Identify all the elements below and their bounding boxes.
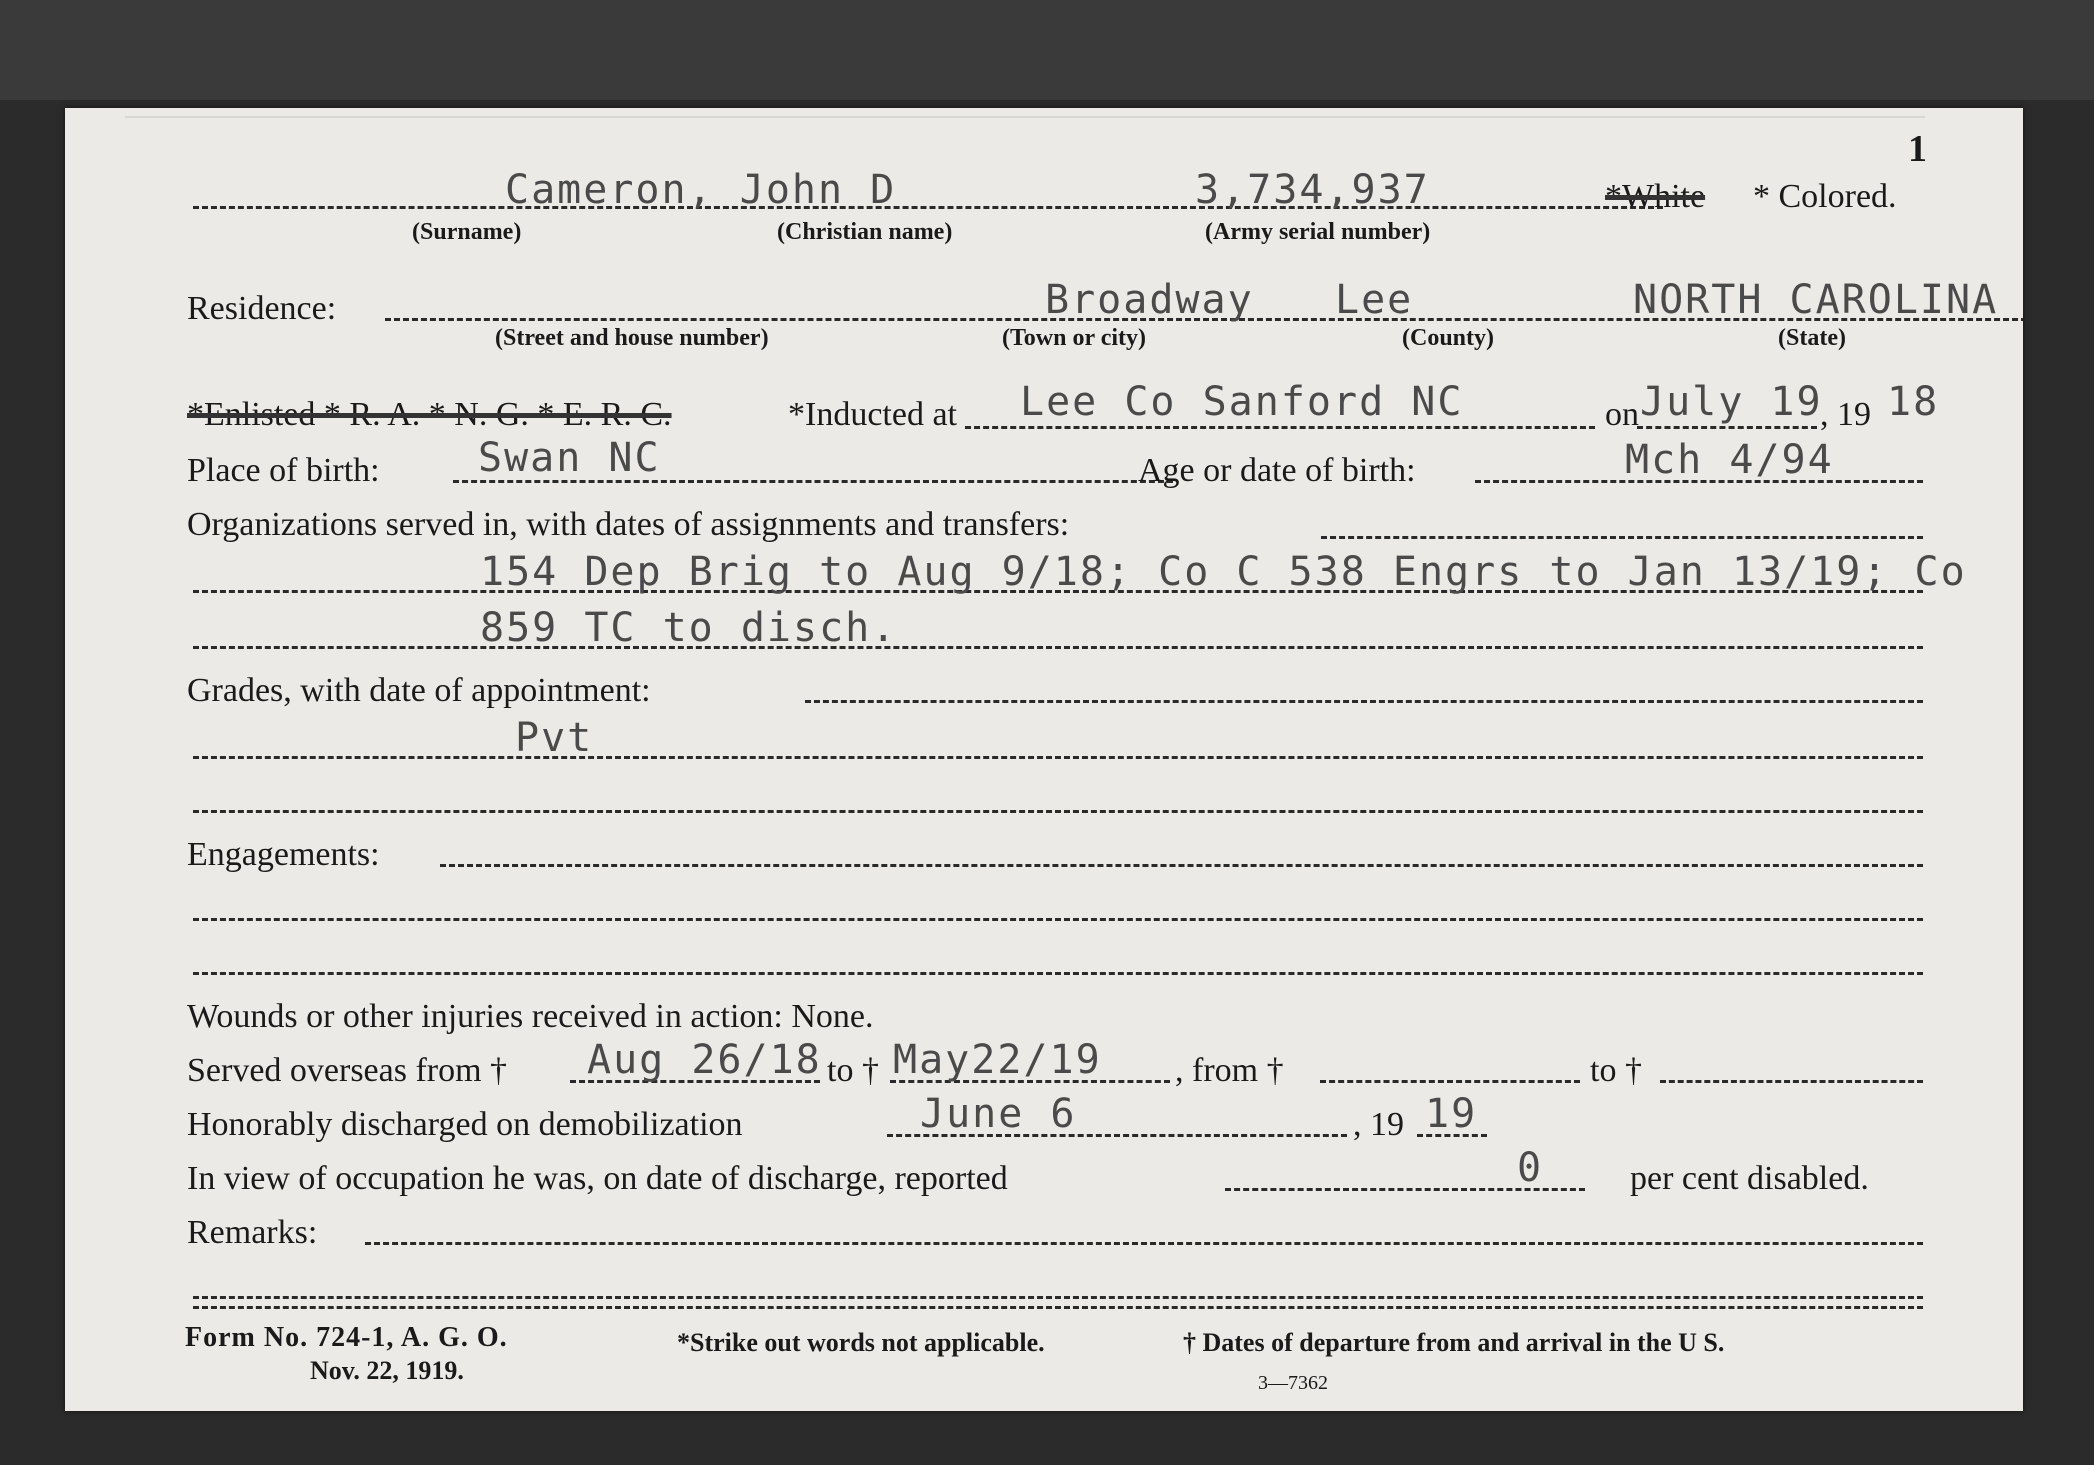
engagements-line-0 [440, 864, 1923, 867]
induction-year: 18 [1887, 379, 1940, 425]
inducted-label: *Inducted at [788, 396, 957, 433]
caption-state: (State) [1778, 325, 1846, 351]
organizations-line-0 [1321, 536, 1923, 539]
caption-street: (Street and house number) [495, 325, 769, 351]
organizations-label: Organizations served in, with dates of assignments and transfers: [187, 506, 1070, 543]
disability-suffix: per cent disabled. [1630, 1160, 1869, 1197]
organizations-entry-1: 154 Dep Brig to Aug 9/18; Co C 538 Engrs to Jan 13/19; Co [480, 549, 1967, 595]
soldier-name: Cameron, John D [505, 167, 897, 213]
second-to-line [1660, 1080, 1923, 1083]
residence-town: Broadway [1045, 277, 1254, 323]
grades-line-0 [805, 700, 1923, 703]
engagements-line-1 [193, 918, 1923, 921]
army-serial-number: 3,734,937 [1195, 167, 1430, 213]
form-date: Nov. 22, 1919. [310, 1356, 464, 1385]
grade: Pvt [515, 715, 594, 761]
second-from-label: , from † [1175, 1052, 1284, 1089]
organizations-line-2 [193, 646, 1923, 649]
organizations-entry-2: 859 TC to disch. [480, 605, 898, 651]
name-line [193, 206, 1663, 209]
induction-year-prefix: , 19 [1820, 396, 1871, 433]
birthplace-label: Place of birth: [187, 452, 380, 489]
grades-label: Grades, with date of appointment: [187, 672, 651, 709]
overseas-from-date: Aug 26/18 [587, 1037, 822, 1083]
disability-label: In view of occupation he was, on date of discharge, reported [187, 1160, 1008, 1197]
caption-christian-name: (Christian name) [777, 219, 953, 245]
form-number: Form No. 724-1, A. G. O. [185, 1322, 508, 1353]
footnote-dates: † Dates of departure from and arrival in the U S. [1183, 1328, 1725, 1357]
bleed-through [125, 116, 1925, 158]
caption-surname: (Surname) [412, 219, 522, 245]
remarks-line-1 [193, 1296, 1923, 1299]
residence-label: Residence: [187, 290, 337, 327]
race-white-struck: *White [1605, 178, 1706, 215]
discharge-date: June 6 [920, 1091, 1077, 1137]
second-to-label: to † [1590, 1052, 1642, 1089]
remarks-line-2 [193, 1306, 1923, 1309]
service-record-card [65, 108, 2023, 1411]
disability-percent: 0 [1517, 1145, 1544, 1191]
caption-county: (County) [1402, 325, 1495, 351]
caption-serial: (Army serial number) [1205, 219, 1431, 245]
engagements-line-2 [193, 972, 1923, 975]
birthplace: Swan NC [478, 435, 661, 481]
overseas-to-date: May22/19 [893, 1037, 1102, 1083]
overseas-to-label: to † [827, 1052, 879, 1089]
footnote-strike-out: *Strike out words not applicable. [677, 1328, 1045, 1357]
wounds-text: Wounds or other injuries received in action: None. [187, 998, 874, 1035]
engagements-label: Engagements: [187, 836, 380, 873]
second-from-line [1320, 1080, 1580, 1083]
discharge-year: 19 [1425, 1091, 1478, 1137]
induction-date: July 19 [1640, 379, 1823, 425]
grades-line-2 [193, 810, 1923, 813]
age-label: Age or date of birth: [1138, 452, 1416, 489]
race-colored: * Colored. [1753, 178, 1897, 215]
print-code: 3—7362 [1258, 1372, 1328, 1394]
birth-date: Mch 4/94 [1625, 437, 1834, 483]
inducted-line [965, 426, 1595, 429]
residence-state: NORTH CAROLINA [1633, 277, 1999, 323]
on-label: on [1605, 396, 1639, 433]
residence-county: Lee [1335, 277, 1414, 323]
discharge-year-prefix: , 19 [1353, 1106, 1404, 1143]
page-number: 1 [1908, 128, 1927, 170]
remarks-line-0 [365, 1242, 1923, 1245]
scan-background [0, 0, 2094, 100]
overseas-label: Served overseas from † [187, 1052, 508, 1089]
inducted-place: Lee Co Sanford NC [1020, 379, 1464, 425]
discharge-label: Honorably discharged on demobilization [187, 1106, 743, 1143]
induction-date-line [1637, 426, 1817, 429]
grades-line-1 [193, 756, 1923, 759]
caption-town: (Town or city) [1002, 325, 1146, 351]
remarks-label: Remarks: [187, 1214, 318, 1251]
enlistment-types-struck: *Enlisted * R. A. * N. G. * E. R. C. [187, 396, 672, 433]
